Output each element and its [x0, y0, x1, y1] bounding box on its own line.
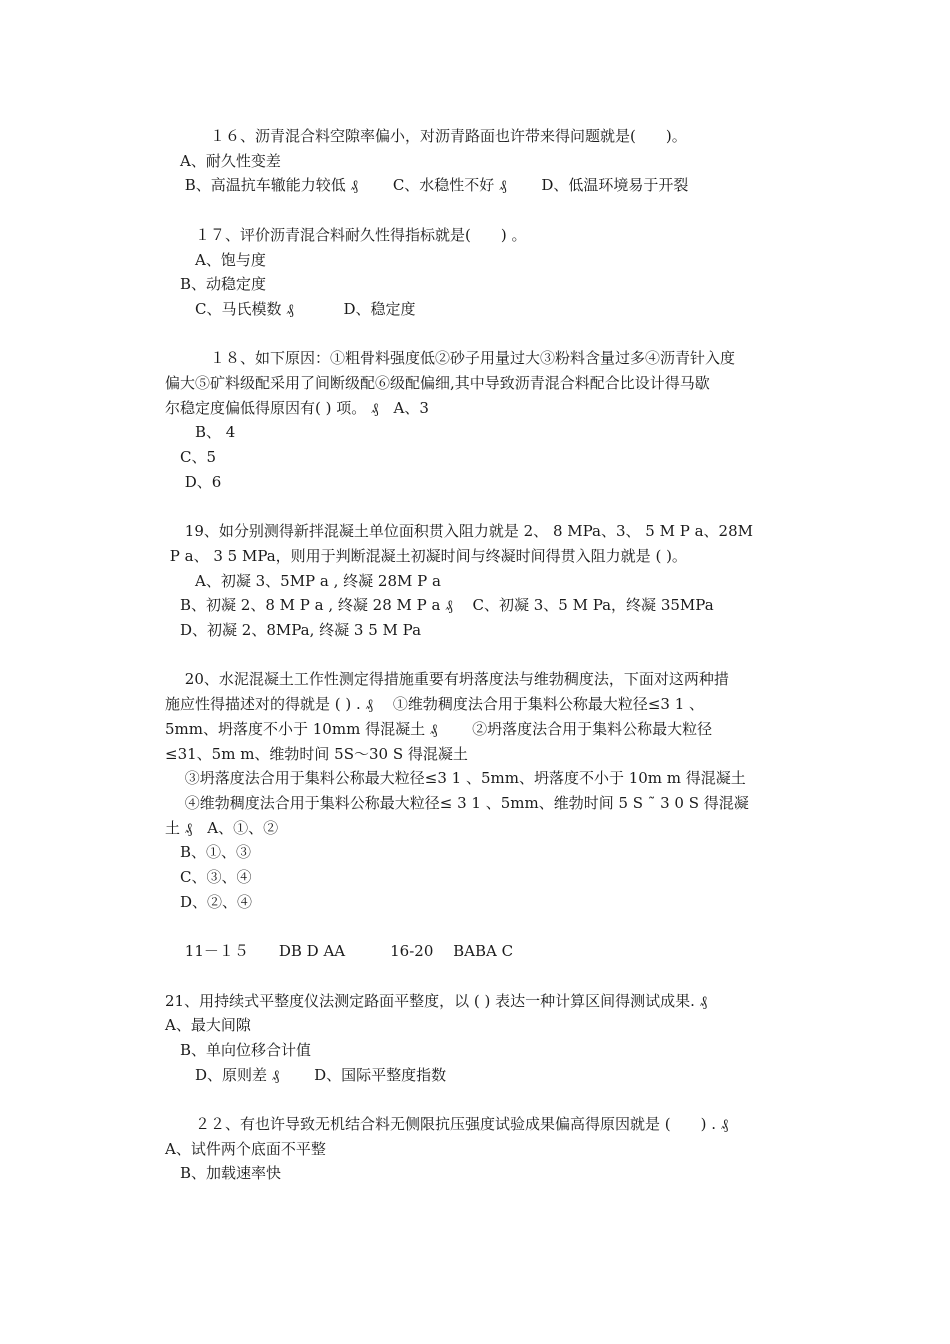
text-line: D、初凝 2、8MPa, 终凝 3 5 M Pa	[0, 621, 422, 639]
text-line: P a、 3 5 MPa，则用于判断混凝土初凝时间与终凝时间得贯入阻力就是 ( )。	[0, 546, 687, 565]
text-line: 偏大⑤矿料级配采用了间断级配⑥级配偏细,其中导致沥青混合料配合比设计得马歇	[0, 374, 710, 392]
text-line: ④维勃稠度法合用于集料公称最大粒径≤ 3 1 、5mm、维勃时间 5 S ˜ 3 0 S 得混凝	[0, 793, 749, 812]
text-line: D、②、④	[0, 892, 253, 911]
text-line: 20、水泥混凝土工作性测定得措施重要有坍落度法与维勃稠度法，下面对这两种措	[0, 670, 729, 689]
text-line: 尔稳定度偏低得原因有( ) 项。 ₰ A、3	[0, 398, 429, 417]
text-line: １７、评价沥青混合料耐久性得指标就是( ) 。	[0, 225, 527, 244]
text-line: A、初凝 3、5MP a , 终凝 28M P a	[0, 571, 441, 590]
text-line: 21、用持续式平整度仪法测定路面平整度，以 ( ) 表达一种计算区间得测试成果. ₰	[0, 991, 708, 1010]
text-line: １６、沥青混合料空隙率偏小，对沥青路面也许带来得问题就是( )。	[0, 127, 687, 145]
text-line: A、试件两个底面不平整	[0, 1139, 326, 1158]
text-line: 19、如分别测得新拌混凝土单位面积贯入阻力就是 2、 8 MPa、3、 5 M P a、28M	[0, 522, 753, 541]
text-line: C、5	[0, 448, 217, 467]
text-line: C、马氏模数 ₰ D、稳定度	[0, 299, 416, 318]
text-line: 11－１５ DB D AA 16-20 BABA C	[0, 942, 514, 961]
text-line: ２２、有也许导致无机结合料无侧限抗压强度试验成果偏高得原因就是 ( ) . ₰	[0, 1115, 729, 1133]
text-line: 5mm、坍落度不小于 10mm 得混凝土 ₰ ②坍落度法合用于集料公称最大粒径	[0, 719, 713, 738]
text-line: B、初凝 2、8 M P a , 终凝 28 M P a ₰ C、初凝 3、5 M Pa，终凝 35MPa	[0, 596, 714, 615]
text-line: ③坍落度法合用于集料公称最大粒径≤3 1 、5mm、坍落度不小于 10m m 得混凝土	[0, 769, 746, 788]
text-line: 土 ₰ A、①、②	[0, 818, 279, 837]
text-line: B、高温抗车辙能力较低 ₰ C、水稳性不好 ₰ D、低温环境易于开裂	[0, 176, 689, 195]
text-line: C、③、④	[0, 868, 252, 886]
text-line: A、耐久性变差	[0, 151, 281, 170]
text-line: ≤31、5m m、维勃时间 5S～30 S 得混凝土	[0, 744, 468, 763]
text-line: 施应性得描述对的得就是 ( ) . ₰ ①维勃稠度法合用于集料公称最大粒径≤3 1 、	[0, 695, 705, 714]
text-line: D、6	[0, 472, 222, 491]
text-line: B、单向位移合计值	[0, 1040, 312, 1059]
text-line: B、 4	[0, 423, 236, 442]
text-line: B、①、③	[0, 843, 252, 862]
text-line: D、原则差 ₰ D、国际平整度指数	[0, 1065, 447, 1084]
text-line: １８、如下原因：①粗骨料强度低②砂子用量过大③粉料含量过多④沥青针入度	[0, 349, 736, 368]
text-line: B、动稳定度	[0, 275, 267, 294]
text-line: A、最大间隙	[0, 1016, 251, 1035]
text-line: B、加载速率快	[0, 1164, 282, 1183]
text-line: A、饱与度	[0, 250, 266, 269]
